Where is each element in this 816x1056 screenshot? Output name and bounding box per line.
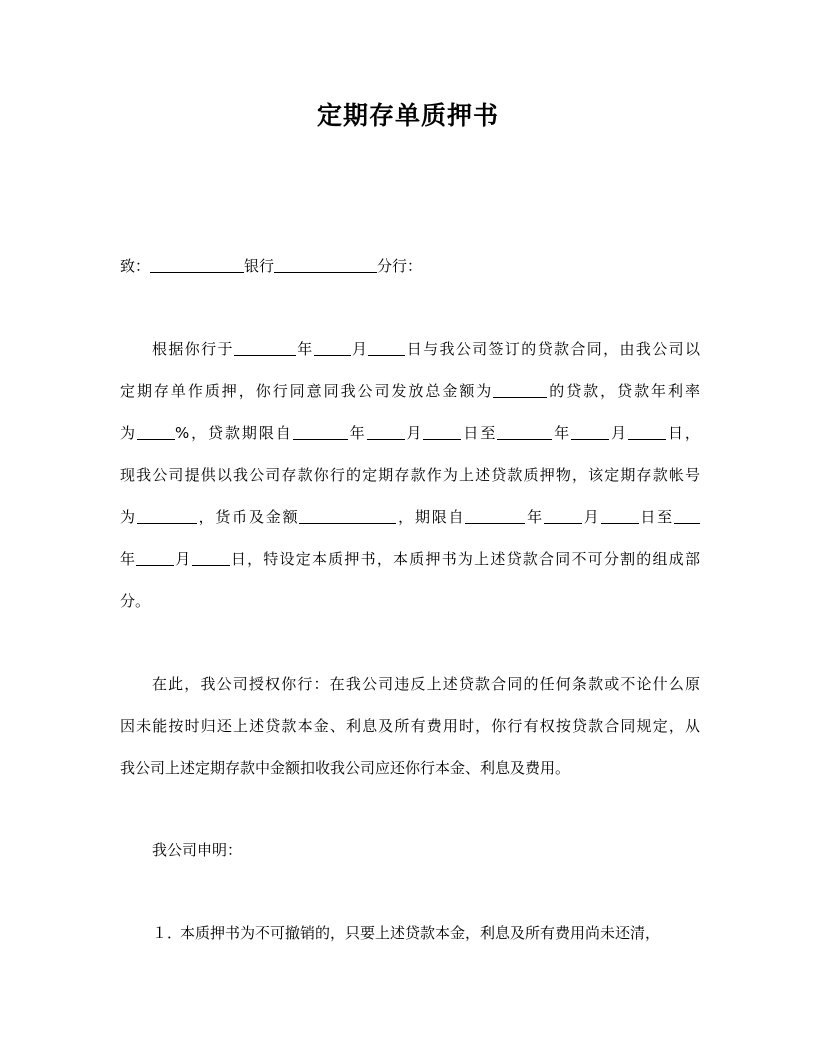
paragraph1-line3 [120,423,700,443]
text-segment: ，期限自 [396,508,466,526]
loan-amount-blank [493,382,547,398]
paragraph2-line2: 因未能按时归还上述贷款本金、利息及所有费用时，你行有权按贷款合同规定，从 [120,717,700,735]
text-segment: 年 [525,508,544,526]
clause-item-1 [120,923,700,943]
loan-start-day-blank [423,424,461,440]
text-segment: 日至 [461,424,498,442]
account-number-blank [137,508,197,524]
paragraph1-line4: 现我公司提供以我公司存款你行的定期存款作为上述贷款质押物，该定期存款帐号 [120,466,700,484]
paragraph1-line7: 分。 [120,592,151,610]
paragraph2-line1: 在此，我公司授权你行：在我公司违反上述贷款合同的任何条款或不论什么原 [152,675,700,693]
text-segment: 日，特设定本质押书，本质押书为上述贷款合同不可分割的组成部 [229,550,700,568]
bank-name-blank [150,257,244,273]
contract-year-blank [234,340,296,356]
text-segment: %，贷款期限自 [174,424,293,442]
loan-end-month-blank [571,424,609,440]
text-segment: 为 [120,508,137,526]
paragraph1-line2 [120,381,700,401]
text-segment: 年 [347,424,367,442]
text-segment: 月 [404,424,424,442]
deposit-end-year-blank [674,508,700,524]
currency-amount-blank [299,508,396,524]
deposit-end-month-blank [136,550,174,566]
text-segment: 年 [120,550,137,568]
clause-text: 本质押书为不可撤销的，只要上述贷款本金，利息及所有费用尚未还清， [180,924,661,942]
paragraph1-line5 [120,507,700,527]
contract-day-blank [368,340,405,356]
contract-month-blank [314,340,351,356]
bank-label: 银行 [244,257,275,275]
declaration-heading: 我公司申明： [152,841,243,859]
text-segment: 根据你行于 [152,340,234,358]
addressee-line [120,256,700,276]
text-segment: 的贷款，贷款年利率 [547,382,700,400]
loan-start-month-blank [367,424,405,440]
loan-end-year-blank [497,424,552,440]
paragraph1-line6 [120,549,700,569]
text-segment: 月 [350,340,369,358]
text-segment: 定期存单作质押，你行同意同我公司发放总金额为 [120,382,494,400]
text-segment: 年 [295,340,314,358]
deposit-start-month-blank [544,508,582,524]
text-segment: 月 [609,424,629,442]
paragraph1-line1 [120,339,700,359]
loan-end-day-blank [628,424,666,440]
addressee-prefix: 致： [120,257,151,275]
loan-start-year-blank [293,424,348,440]
deposit-start-year-blank [465,508,525,524]
paragraph2-line3: 我公司上述定期存款中金额扣收我公司应还你行本金、利息及费用。 [120,759,571,777]
branch-name-blank [274,257,377,273]
text-segment: 日至 [638,508,674,526]
deposit-end-day-blank [192,550,230,566]
document-title: 定期存单质押书 [316,101,499,130]
text-segment: 日与我公司签订的贷款合同，由我公司以 [405,340,700,358]
deposit-start-day-blank [601,508,639,524]
text-segment: 年 [552,424,572,442]
interest-rate-blank [137,424,175,440]
text-segment: ，货币及金额 [196,508,300,526]
text-segment: 为 [120,424,137,442]
text-segment: 日， [666,424,700,442]
text-segment: 月 [581,508,601,526]
text-segment: 月 [174,550,192,568]
branch-label: 分行： [377,257,423,275]
clause-number: １． [152,924,183,942]
